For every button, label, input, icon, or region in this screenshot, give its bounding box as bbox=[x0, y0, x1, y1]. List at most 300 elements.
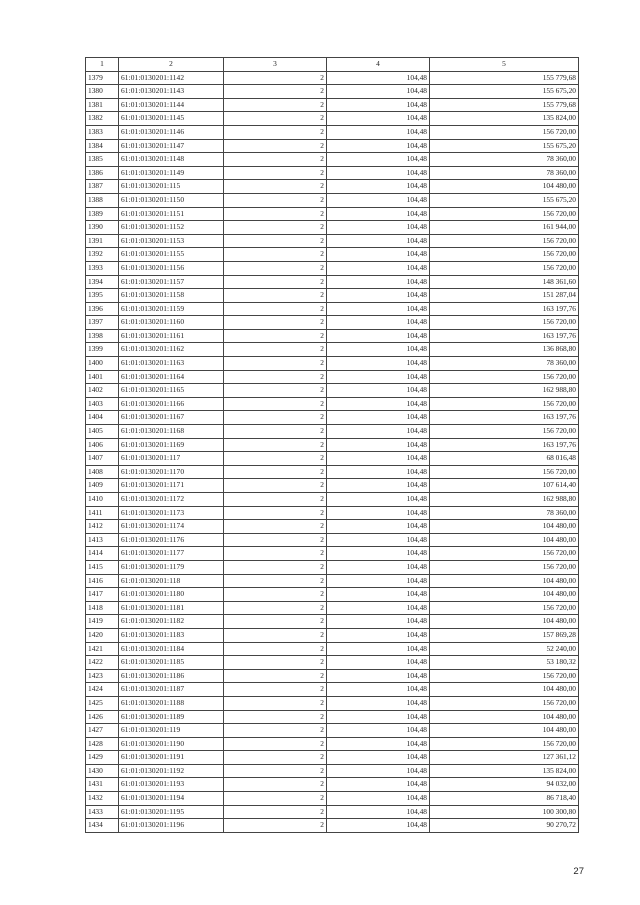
cadastral-value-cell: 68 016,48 bbox=[430, 452, 579, 466]
cadastral-number-cell: 61:01:0130201:1184 bbox=[119, 642, 224, 656]
group-code-cell: 2 bbox=[224, 384, 327, 398]
rate-cell: 104,48 bbox=[327, 261, 430, 275]
table-row bbox=[86, 533, 579, 547]
rate-cell: 104,48 bbox=[327, 248, 430, 262]
table-row bbox=[86, 289, 579, 303]
cadastral-value-cell: 104 480,00 bbox=[430, 520, 579, 534]
cadastral-value-cell: 78 360,00 bbox=[430, 506, 579, 520]
rate-cell: 104,48 bbox=[327, 289, 430, 303]
row-number-cell: 1387 bbox=[86, 180, 119, 194]
group-code-cell: 2 bbox=[224, 778, 327, 792]
table-row bbox=[86, 193, 579, 207]
cadastral-value-cell: 156 720,00 bbox=[430, 261, 579, 275]
group-code-cell: 2 bbox=[224, 343, 327, 357]
cadastral-value-cell: 163 197,76 bbox=[430, 438, 579, 452]
table-row bbox=[86, 438, 579, 452]
cadastral-number-cell: 61:01:0130201:1180 bbox=[119, 588, 224, 602]
rate-cell: 104,48 bbox=[327, 751, 430, 765]
cadastral-number-cell: 61:01:0130201:1194 bbox=[119, 792, 224, 806]
cadastral-number-cell: 61:01:0130201:1149 bbox=[119, 166, 224, 180]
group-code-cell: 2 bbox=[224, 493, 327, 507]
table-row bbox=[86, 329, 579, 343]
row-number-cell: 1432 bbox=[86, 792, 119, 806]
column-header: 5 bbox=[430, 58, 579, 72]
rate-cell: 104,48 bbox=[327, 724, 430, 738]
row-number-cell: 1415 bbox=[86, 560, 119, 574]
cadastral-value-cell: 155 675,20 bbox=[430, 85, 579, 99]
rate-cell: 104,48 bbox=[327, 343, 430, 357]
group-code-cell: 2 bbox=[224, 139, 327, 153]
row-number-cell: 1394 bbox=[86, 275, 119, 289]
cadastral-value-table bbox=[85, 57, 579, 833]
cadastral-number-cell: 61:01:0130201:1189 bbox=[119, 710, 224, 724]
table-row bbox=[86, 316, 579, 330]
group-code-cell: 2 bbox=[224, 656, 327, 670]
rate-cell: 104,48 bbox=[327, 710, 430, 724]
cadastral-number-cell: 61:01:0130201:1190 bbox=[119, 737, 224, 751]
cadastral-number-cell: 61:01:0130201:1168 bbox=[119, 425, 224, 439]
row-number-cell: 1418 bbox=[86, 601, 119, 615]
group-code-cell: 2 bbox=[224, 710, 327, 724]
cadastral-value-cell: 155 675,20 bbox=[430, 193, 579, 207]
table-row bbox=[86, 207, 579, 221]
row-number-cell: 1410 bbox=[86, 493, 119, 507]
table-row bbox=[86, 275, 579, 289]
cadastral-number-cell: 61:01:0130201:1145 bbox=[119, 112, 224, 126]
row-number-cell: 1383 bbox=[86, 125, 119, 139]
group-code-cell: 2 bbox=[224, 316, 327, 330]
cadastral-value-cell: 163 197,76 bbox=[430, 329, 579, 343]
group-code-cell: 2 bbox=[224, 370, 327, 384]
cadastral-value-cell: 78 360,00 bbox=[430, 166, 579, 180]
rate-cell: 104,48 bbox=[327, 316, 430, 330]
rate-cell: 104,48 bbox=[327, 425, 430, 439]
table-row bbox=[86, 343, 579, 357]
group-code-cell: 2 bbox=[224, 180, 327, 194]
cadastral-number-cell: 61:01:0130201:1143 bbox=[119, 85, 224, 99]
cadastral-value-cell: 156 720,00 bbox=[430, 547, 579, 561]
cadastral-value-cell: 104 480,00 bbox=[430, 533, 579, 547]
cadastral-number-cell: 61:01:0130201:1155 bbox=[119, 248, 224, 262]
cadastral-value-cell: 156 720,00 bbox=[430, 207, 579, 221]
table-row bbox=[86, 737, 579, 751]
cadastral-value-cell: 163 197,76 bbox=[430, 411, 579, 425]
rate-cell: 104,48 bbox=[327, 506, 430, 520]
row-number-cell: 1392 bbox=[86, 248, 119, 262]
group-code-cell: 2 bbox=[224, 696, 327, 710]
group-code-cell: 2 bbox=[224, 819, 327, 833]
cadastral-value-cell: 94 032,00 bbox=[430, 778, 579, 792]
cadastral-value-cell: 156 720,00 bbox=[430, 234, 579, 248]
table-row bbox=[86, 506, 579, 520]
cadastral-number-cell: 61:01:0130201:1176 bbox=[119, 533, 224, 547]
cadastral-value-cell: 156 720,00 bbox=[430, 465, 579, 479]
group-code-cell: 2 bbox=[224, 397, 327, 411]
cadastral-number-cell: 61:01:0130201:118 bbox=[119, 574, 224, 588]
cadastral-number-cell: 61:01:0130201:1152 bbox=[119, 221, 224, 235]
cadastral-number-cell: 61:01:0130201:1192 bbox=[119, 764, 224, 778]
row-number-cell: 1406 bbox=[86, 438, 119, 452]
cadastral-value-cell: 161 944,00 bbox=[430, 221, 579, 235]
table-row bbox=[86, 615, 579, 629]
rate-cell: 104,48 bbox=[327, 125, 430, 139]
cadastral-number-cell: 61:01:0130201:1163 bbox=[119, 357, 224, 371]
group-code-cell: 2 bbox=[224, 506, 327, 520]
cadastral-number-cell: 61:01:0130201:1153 bbox=[119, 234, 224, 248]
table-row bbox=[86, 520, 579, 534]
column-header: 2 bbox=[119, 58, 224, 72]
rate-cell: 104,48 bbox=[327, 601, 430, 615]
row-number-cell: 1412 bbox=[86, 520, 119, 534]
rate-cell: 104,48 bbox=[327, 792, 430, 806]
cadastral-value-cell: 136 868,80 bbox=[430, 343, 579, 357]
row-number-cell: 1391 bbox=[86, 234, 119, 248]
table-row bbox=[86, 234, 579, 248]
group-code-cell: 2 bbox=[224, 465, 327, 479]
table-row bbox=[86, 479, 579, 493]
table-row bbox=[86, 710, 579, 724]
row-number-cell: 1380 bbox=[86, 85, 119, 99]
cadastral-number-cell: 61:01:0130201:1179 bbox=[119, 560, 224, 574]
row-number-cell: 1422 bbox=[86, 656, 119, 670]
rate-cell: 104,48 bbox=[327, 520, 430, 534]
cadastral-value-cell: 104 480,00 bbox=[430, 615, 579, 629]
cadastral-value-cell: 162 988,80 bbox=[430, 384, 579, 398]
table-row bbox=[86, 696, 579, 710]
group-code-cell: 2 bbox=[224, 261, 327, 275]
table-row bbox=[86, 452, 579, 466]
rate-cell: 104,48 bbox=[327, 302, 430, 316]
row-number-cell: 1408 bbox=[86, 465, 119, 479]
cadastral-value-cell: 162 988,80 bbox=[430, 493, 579, 507]
table-row bbox=[86, 792, 579, 806]
cadastral-value-cell: 100 300,80 bbox=[430, 805, 579, 819]
cadastral-number-cell: 61:01:0130201:1166 bbox=[119, 397, 224, 411]
row-number-cell: 1421 bbox=[86, 642, 119, 656]
column-number-header-row bbox=[86, 58, 579, 72]
cadastral-number-cell: 61:01:0130201:1156 bbox=[119, 261, 224, 275]
row-number-cell: 1429 bbox=[86, 751, 119, 765]
cadastral-number-cell: 61:01:0130201:1150 bbox=[119, 193, 224, 207]
group-code-cell: 2 bbox=[224, 601, 327, 615]
group-code-cell: 2 bbox=[224, 112, 327, 126]
row-number-cell: 1430 bbox=[86, 764, 119, 778]
rate-cell: 104,48 bbox=[327, 139, 430, 153]
row-number-cell: 1423 bbox=[86, 669, 119, 683]
group-code-cell: 2 bbox=[224, 125, 327, 139]
cadastral-value-cell: 53 180,32 bbox=[430, 656, 579, 670]
cadastral-number-cell: 61:01:0130201:1162 bbox=[119, 343, 224, 357]
row-number-cell: 1404 bbox=[86, 411, 119, 425]
cadastral-value-cell: 156 720,00 bbox=[430, 248, 579, 262]
group-code-cell: 2 bbox=[224, 221, 327, 235]
row-number-cell: 1384 bbox=[86, 139, 119, 153]
cadastral-value-cell: 127 361,12 bbox=[430, 751, 579, 765]
cadastral-number-cell: 61:01:0130201:1159 bbox=[119, 302, 224, 316]
table-row bbox=[86, 819, 579, 833]
table-row bbox=[86, 357, 579, 371]
row-number-cell: 1393 bbox=[86, 261, 119, 275]
group-code-cell: 2 bbox=[224, 520, 327, 534]
rate-cell: 104,48 bbox=[327, 370, 430, 384]
group-code-cell: 2 bbox=[224, 642, 327, 656]
cadastral-value-cell: 156 720,00 bbox=[430, 370, 579, 384]
cadastral-number-cell: 61:01:0130201:1167 bbox=[119, 411, 224, 425]
group-code-cell: 2 bbox=[224, 357, 327, 371]
cadastral-number-cell: 61:01:0130201:1165 bbox=[119, 384, 224, 398]
row-number-cell: 1425 bbox=[86, 696, 119, 710]
cadastral-value-cell: 156 720,00 bbox=[430, 425, 579, 439]
rate-cell: 104,48 bbox=[327, 384, 430, 398]
row-number-cell: 1386 bbox=[86, 166, 119, 180]
cadastral-number-cell: 61:01:0130201:1164 bbox=[119, 370, 224, 384]
rate-cell: 104,48 bbox=[327, 234, 430, 248]
cadastral-number-cell: 61:01:0130201:1147 bbox=[119, 139, 224, 153]
cadastral-number-cell: 61:01:0130201:1146 bbox=[119, 125, 224, 139]
table-row bbox=[86, 493, 579, 507]
cadastral-number-cell: 61:01:0130201:1171 bbox=[119, 479, 224, 493]
group-code-cell: 2 bbox=[224, 792, 327, 806]
cadastral-number-cell: 61:01:0130201:1191 bbox=[119, 751, 224, 765]
row-number-cell: 1424 bbox=[86, 683, 119, 697]
rate-cell: 104,48 bbox=[327, 166, 430, 180]
row-number-cell: 1381 bbox=[86, 98, 119, 112]
row-number-cell: 1419 bbox=[86, 615, 119, 629]
rate-cell: 104,48 bbox=[327, 71, 430, 85]
row-number-cell: 1385 bbox=[86, 153, 119, 167]
rate-cell: 104,48 bbox=[327, 737, 430, 751]
cadastral-value-cell: 151 287,04 bbox=[430, 289, 579, 303]
rate-cell: 104,48 bbox=[327, 275, 430, 289]
cadastral-value-cell: 156 720,00 bbox=[430, 737, 579, 751]
row-number-cell: 1407 bbox=[86, 452, 119, 466]
group-code-cell: 2 bbox=[224, 588, 327, 602]
row-number-cell: 1409 bbox=[86, 479, 119, 493]
rate-cell: 104,48 bbox=[327, 560, 430, 574]
cadastral-value-cell: 104 480,00 bbox=[430, 180, 579, 194]
group-code-cell: 2 bbox=[224, 329, 327, 343]
cadastral-number-cell: 61:01:0130201:1187 bbox=[119, 683, 224, 697]
group-code-cell: 2 bbox=[224, 669, 327, 683]
group-code-cell: 2 bbox=[224, 452, 327, 466]
cadastral-value-cell: 78 360,00 bbox=[430, 153, 579, 167]
cadastral-number-cell: 61:01:0130201:1170 bbox=[119, 465, 224, 479]
rate-cell: 104,48 bbox=[327, 357, 430, 371]
table-row bbox=[86, 805, 579, 819]
rate-cell: 104,48 bbox=[327, 669, 430, 683]
cadastral-number-cell: 61:01:0130201:1173 bbox=[119, 506, 224, 520]
rate-cell: 104,48 bbox=[327, 479, 430, 493]
rate-cell: 104,48 bbox=[327, 153, 430, 167]
cadastral-number-cell: 61:01:0130201:1151 bbox=[119, 207, 224, 221]
cadastral-number-cell: 61:01:0130201:115 bbox=[119, 180, 224, 194]
group-code-cell: 2 bbox=[224, 289, 327, 303]
group-code-cell: 2 bbox=[224, 85, 327, 99]
rate-cell: 104,48 bbox=[327, 193, 430, 207]
cadastral-value-cell: 135 824,00 bbox=[430, 764, 579, 778]
group-code-cell: 2 bbox=[224, 533, 327, 547]
table-row bbox=[86, 125, 579, 139]
rate-cell: 104,48 bbox=[327, 574, 430, 588]
rate-cell: 104,48 bbox=[327, 438, 430, 452]
cadastral-number-cell: 61:01:0130201:119 bbox=[119, 724, 224, 738]
table-row bbox=[86, 85, 579, 99]
group-code-cell: 2 bbox=[224, 574, 327, 588]
rate-cell: 104,48 bbox=[327, 615, 430, 629]
cadastral-value-cell: 163 197,76 bbox=[430, 302, 579, 316]
row-number-cell: 1427 bbox=[86, 724, 119, 738]
cadastral-number-cell: 61:01:0130201:1183 bbox=[119, 628, 224, 642]
row-number-cell: 1396 bbox=[86, 302, 119, 316]
row-number-cell: 1388 bbox=[86, 193, 119, 207]
row-number-cell: 1426 bbox=[86, 710, 119, 724]
table-row bbox=[86, 751, 579, 765]
cadastral-number-cell: 61:01:0130201:1195 bbox=[119, 805, 224, 819]
table-row bbox=[86, 98, 579, 112]
cadastral-value-cell: 155 779,68 bbox=[430, 98, 579, 112]
cadastral-value-cell: 86 718,40 bbox=[430, 792, 579, 806]
rate-cell: 104,48 bbox=[327, 207, 430, 221]
row-number-cell: 1398 bbox=[86, 329, 119, 343]
group-code-cell: 2 bbox=[224, 98, 327, 112]
column-header: 3 bbox=[224, 58, 327, 72]
rate-cell: 104,48 bbox=[327, 547, 430, 561]
cadastral-number-cell: 61:01:0130201:1188 bbox=[119, 696, 224, 710]
rate-cell: 104,48 bbox=[327, 696, 430, 710]
page-number: 27 bbox=[573, 866, 584, 877]
table-row bbox=[86, 764, 579, 778]
table-row bbox=[86, 628, 579, 642]
table-row bbox=[86, 166, 579, 180]
group-code-cell: 2 bbox=[224, 683, 327, 697]
cadastral-number-cell: 61:01:0130201:1182 bbox=[119, 615, 224, 629]
rate-cell: 104,48 bbox=[327, 533, 430, 547]
table-row bbox=[86, 411, 579, 425]
table-row bbox=[86, 180, 579, 194]
rate-cell: 104,48 bbox=[327, 452, 430, 466]
table-row bbox=[86, 397, 579, 411]
rate-cell: 104,48 bbox=[327, 397, 430, 411]
row-number-cell: 1413 bbox=[86, 533, 119, 547]
cadastral-value-cell: 78 360,00 bbox=[430, 357, 579, 371]
table-row bbox=[86, 248, 579, 262]
table-row bbox=[86, 384, 579, 398]
table-row bbox=[86, 112, 579, 126]
cadastral-number-cell: 61:01:0130201:1181 bbox=[119, 601, 224, 615]
group-code-cell: 2 bbox=[224, 71, 327, 85]
cadastral-value-cell: 157 869,28 bbox=[430, 628, 579, 642]
group-code-cell: 2 bbox=[224, 425, 327, 439]
cadastral-value-cell: 156 720,00 bbox=[430, 316, 579, 330]
cadastral-number-cell: 61:01:0130201:1196 bbox=[119, 819, 224, 833]
group-code-cell: 2 bbox=[224, 628, 327, 642]
cadastral-number-cell: 61:01:0130201:1148 bbox=[119, 153, 224, 167]
cadastral-number-cell: 61:01:0130201:1169 bbox=[119, 438, 224, 452]
cadastral-value-cell: 156 720,00 bbox=[430, 125, 579, 139]
group-code-cell: 2 bbox=[224, 411, 327, 425]
group-code-cell: 2 bbox=[224, 207, 327, 221]
row-number-cell: 1390 bbox=[86, 221, 119, 235]
cadastral-value-cell: 107 614,40 bbox=[430, 479, 579, 493]
row-number-cell: 1400 bbox=[86, 357, 119, 371]
column-header: 1 bbox=[86, 58, 119, 72]
group-code-cell: 2 bbox=[224, 805, 327, 819]
cadastral-number-cell: 61:01:0130201:1174 bbox=[119, 520, 224, 534]
rate-cell: 104,48 bbox=[327, 85, 430, 99]
rate-cell: 104,48 bbox=[327, 588, 430, 602]
table-row bbox=[86, 778, 579, 792]
rate-cell: 104,48 bbox=[327, 642, 430, 656]
row-number-cell: 1389 bbox=[86, 207, 119, 221]
group-code-cell: 2 bbox=[224, 275, 327, 289]
table-row bbox=[86, 560, 579, 574]
row-number-cell: 1397 bbox=[86, 316, 119, 330]
group-code-cell: 2 bbox=[224, 153, 327, 167]
table-row bbox=[86, 221, 579, 235]
group-code-cell: 2 bbox=[224, 234, 327, 248]
group-code-cell: 2 bbox=[224, 615, 327, 629]
rate-cell: 104,48 bbox=[327, 465, 430, 479]
cadastral-value-cell: 104 480,00 bbox=[430, 710, 579, 724]
table-row bbox=[86, 683, 579, 697]
cadastral-value-cell: 156 720,00 bbox=[430, 696, 579, 710]
rate-cell: 104,48 bbox=[327, 493, 430, 507]
cadastral-number-cell: 61:01:0130201:1177 bbox=[119, 547, 224, 561]
table-row bbox=[86, 153, 579, 167]
cadastral-value-cell: 155 779,68 bbox=[430, 71, 579, 85]
cadastral-value-cell: 104 480,00 bbox=[430, 724, 579, 738]
cadastral-value-cell: 156 720,00 bbox=[430, 397, 579, 411]
cadastral-number-cell: 61:01:0130201:1157 bbox=[119, 275, 224, 289]
table-row bbox=[86, 370, 579, 384]
row-number-cell: 1434 bbox=[86, 819, 119, 833]
table-row bbox=[86, 465, 579, 479]
group-code-cell: 2 bbox=[224, 724, 327, 738]
group-code-cell: 2 bbox=[224, 479, 327, 493]
table-row bbox=[86, 574, 579, 588]
group-code-cell: 2 bbox=[224, 193, 327, 207]
row-number-cell: 1416 bbox=[86, 574, 119, 588]
row-number-cell: 1431 bbox=[86, 778, 119, 792]
table-row bbox=[86, 425, 579, 439]
group-code-cell: 2 bbox=[224, 764, 327, 778]
group-code-cell: 2 bbox=[224, 248, 327, 262]
table-row bbox=[86, 71, 579, 85]
cadastral-number-cell: 61:01:0130201:1172 bbox=[119, 493, 224, 507]
cadastral-value-cell: 135 824,00 bbox=[430, 112, 579, 126]
table-row bbox=[86, 261, 579, 275]
rate-cell: 104,48 bbox=[327, 329, 430, 343]
group-code-cell: 2 bbox=[224, 751, 327, 765]
cadastral-value-cell: 104 480,00 bbox=[430, 683, 579, 697]
rate-cell: 104,48 bbox=[327, 656, 430, 670]
cadastral-number-cell: 61:01:0130201:1193 bbox=[119, 778, 224, 792]
row-number-cell: 1414 bbox=[86, 547, 119, 561]
cadastral-value-cell: 156 720,00 bbox=[430, 601, 579, 615]
row-number-cell: 1417 bbox=[86, 588, 119, 602]
cadastral-number-cell: 61:01:0130201:1185 bbox=[119, 656, 224, 670]
row-number-cell: 1382 bbox=[86, 112, 119, 126]
table-row bbox=[86, 656, 579, 670]
rate-cell: 104,48 bbox=[327, 112, 430, 126]
cadastral-number-cell: 61:01:0130201:1161 bbox=[119, 329, 224, 343]
rate-cell: 104,48 bbox=[327, 180, 430, 194]
group-code-cell: 2 bbox=[224, 302, 327, 316]
cadastral-value-cell: 155 675,20 bbox=[430, 139, 579, 153]
row-number-cell: 1403 bbox=[86, 397, 119, 411]
rate-cell: 104,48 bbox=[327, 778, 430, 792]
group-code-cell: 2 bbox=[224, 547, 327, 561]
